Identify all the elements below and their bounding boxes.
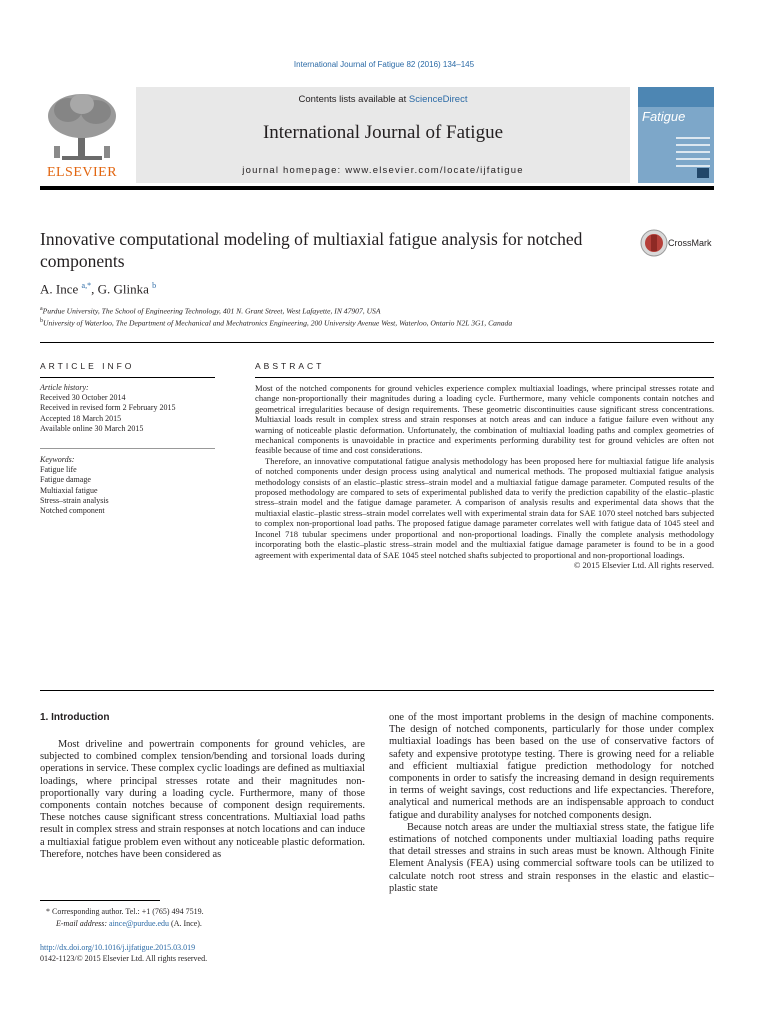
affiliation-text: University of Waterloo, The Department of Mechanical and Mechatronics Engineering, 200 University Avenue West, Waterloo, Ontario N2L 3G1, Canada — [43, 318, 513, 328]
keywords — [40, 455, 215, 516]
affiliation — [40, 306, 381, 316]
contents-line — [136, 94, 630, 105]
section-heading-introduction: 1. Introduction — [40, 712, 110, 723]
cover-text-lines — [676, 137, 710, 172]
affiliation-marker: a — [40, 306, 43, 312]
email-note — [40, 918, 365, 930]
section-rule — [40, 690, 714, 691]
header-rule — [40, 186, 714, 190]
history-item: Accepted 18 March 2015 — [40, 413, 122, 423]
email-link[interactable]: aince@purdue.edu — [109, 919, 170, 928]
corresponding-author-note — [40, 906, 365, 918]
keyword-item: Fatigue damage — [40, 475, 91, 485]
journal-name: International Journal of Fatigue — [262, 122, 504, 143]
author-name: G. Glinka — [97, 281, 149, 297]
history-label: Article history: — [40, 383, 89, 392]
abstract-paragraph: Most of the notched components for ground vehicles experience complex multiaxial loadings, where principal stresses rotate and change non-proportionally their magnitudes during a loading cycle. Furthermore, many vehicle components contain notches and geometrical irregularities because of design requirements. These geometric discontinuities cause significant stress concentrations. Multiaxial loads result in complex stress and strain responses at notch areas and can induce a fatigue failure even without any warning of noticeable plastic deformation. Unfortunately, the combination of multiaxial loading paths and complex geometries of mechanical components is unavoidable in practice and experiments performing durability test for ground vehicles are often not feasible because of time and cost considerations. — [255, 383, 714, 456]
journal-cover-thumbnail — [638, 87, 714, 183]
doi-link[interactable]: http://dx.doi.org/10.1016/j.ijfatigue.2015.03.019 — [40, 943, 196, 952]
doi-block — [40, 942, 365, 964]
history-item: Received 30 October 2014 — [40, 393, 126, 403]
journal-citation[interactable]: International Journal of Fatigue 82 (2016) 134–145 — [293, 60, 475, 69]
history-item: Available online 30 March 2015 — [40, 423, 144, 433]
keywords-label: Keywords: — [40, 455, 75, 464]
body-paragraph: Because notch areas are under the multiaxial stress state, the fatigue life estimations of notched components under multiaxial loading paths require that detail stresses and strains in such areas must be known. Although Finite Element Analysis (FEA) using commercial software tools can be utilized to calculate notch root stress and strain responses in the elastic and elastic–plastic state — [389, 821, 714, 894]
email-suffix: (A. Ince). — [169, 919, 202, 928]
affiliation — [40, 318, 512, 328]
body-paragraph: one of the most important problems in the design of machine components. The design of notched components, particularly for those under complex multiaxial loadings has been based on the use of conservative factors of safety and expensive prototype testing. There is growing need for a reliable and efficient multiaxial fatigue prediction methodology for notched components in order to satisfy the increasing demand in design requirements in terms of weight savings, cost reductions and life expectancies. Therefore, analytical and numerical methods are an indispensable approach to conduct fatigue and durability analyses for notched components design. — [389, 712, 714, 821]
article-info-heading: ARTICLE INFO — [40, 361, 135, 371]
article-info-rule — [40, 377, 215, 378]
article-info-divider — [40, 448, 215, 449]
abstract-paragraph: Therefore, an innovative computational fatigue analysis methodology has been proposed here for multiaxial fatigue life analysis of notched components under design process using analytical and numerical methods. The proposed multiaxial fatigue analysis methodology consists of an elastic–plastic stress–strain model and a multiaxial fatigue damage parameter. Computed results of the proposed methodology are compared to sets of experimental published data to verify the prediction capability of the elastic–plastic stress–strain model and the fatigue damage parameter. A comparison of analysis results and experimental data shows that the multiaxial elastic–plastic stress–strain model correlates well with experimental strain data for SAE 1070 steel notched bars subjected to complex non-proportional load paths. The proposed fatigue damage parameter correlates well with fatigue data of 1045 steel and Inconel 718 tubular specimens under proportional and non-proportional loadings. Finally the complete analysis methodology incorporating both the elastic–plastic stress–strain model and the multiaxial fatigue damage parameter is found to be in a good agreement with experimental data of SAE 1045 steel notched shafts subjected to proportional and non-proportional loadings. — [255, 455, 714, 560]
article-history — [40, 383, 215, 434]
abstract-heading: ABSTRACT — [255, 361, 325, 371]
affiliation-text: Purdue University, The School of Engineering Technology, 401 N. Grant Street, West Lafayette, IN 47907, USA — [42, 306, 381, 316]
history-item: Received in revised form 2 February 2015 — [40, 403, 176, 413]
body-column-right — [389, 712, 714, 895]
body-column-left: Most driveline and powertrain components for ground vehicles, are subjected to combined complex tension/bending and torsional loads during operations in service. These complex cyclic loadings are defined as multiaxial loadings, where principal stresses rotate and their magnitudes non-proportionally vary during a loading cycle. Furthermore, many of those components contain notches because of component design requirements. These notches cause significant stress concentrations. Multiaxial load paths result in complex stress and strain responses at notch locations and can induce a multiaxial fatigue problem even without any noticeable plastic deformation. Therefore, notches have been considered as — [40, 739, 365, 860]
abstract-rule — [255, 377, 714, 378]
footnote-marker: * — [46, 907, 50, 916]
crossmark-label[interactable]: CrossMark — [668, 238, 712, 248]
contents-prefix: Contents lists available at — [298, 94, 409, 105]
footnote — [40, 906, 365, 930]
author-affiliation-marker[interactable]: b — [152, 281, 157, 290]
keyword-item: Fatigue life — [40, 465, 77, 475]
author-affiliation-marker[interactable]: a,* — [81, 281, 92, 290]
abstract-copyright: © 2015 Elsevier Ltd. All rights reserved. — [573, 559, 714, 570]
elsevier-wordmark: ELSEVIER — [46, 165, 118, 180]
keyword-item: Stress–strain analysis — [40, 495, 109, 505]
section-rule — [40, 342, 714, 343]
cover-publisher-icon — [697, 168, 709, 178]
corresponding-author-text: Corresponding author. Tel.: +1 (765) 494 7519. — [52, 907, 204, 916]
author-name: A. Ince — [40, 281, 79, 297]
journal-homepage[interactable]: journal homepage: www.elsevier.com/locate/ijfatigue — [242, 165, 524, 176]
keyword-item: Multiaxial fatigue — [40, 485, 98, 495]
footnote-rule — [40, 900, 160, 901]
crossmark-icon — [640, 229, 668, 257]
issn-copyright: 0142-1123/© 2015 Elsevier Ltd. All rights reserved. — [40, 954, 208, 963]
sciencedirect-link[interactable]: ScienceDirect — [408, 94, 468, 105]
keyword-item: Notched component — [40, 506, 105, 516]
author-list — [40, 281, 156, 297]
affiliation-marker: b — [40, 318, 43, 324]
article-title: Innovative computational modeling of multiaxial fatigue analysis for notched components — [40, 229, 583, 271]
abstract-body — [255, 383, 714, 570]
cover-title: Fatigue — [642, 109, 686, 124]
email-label: E-mail address: — [56, 919, 110, 928]
author-separator: , — [91, 281, 98, 297]
cover-top-band — [638, 87, 714, 107]
